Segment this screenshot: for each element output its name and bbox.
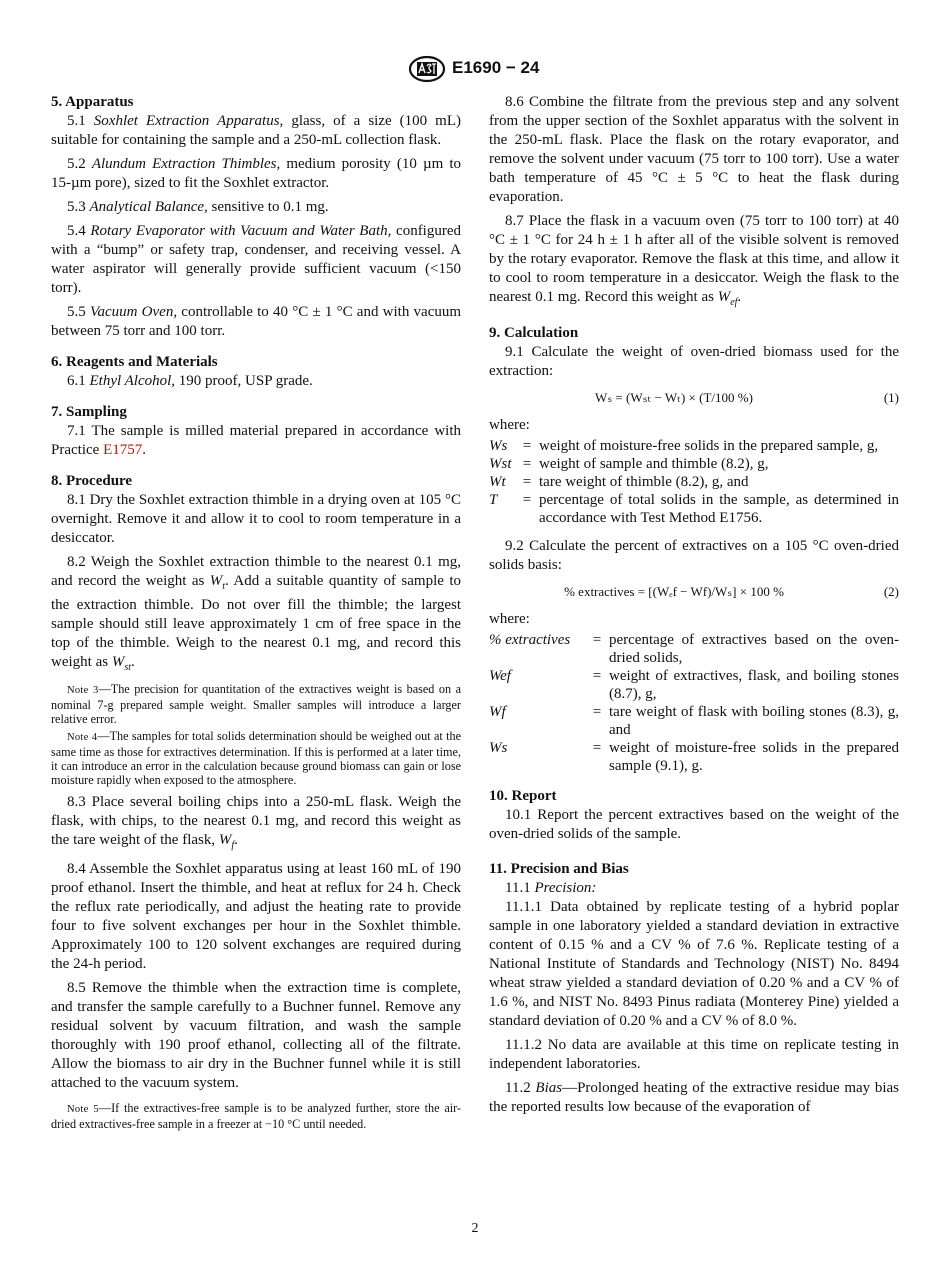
definition-row <box>489 473 899 491</box>
section-title: 10. Report <box>489 788 557 804</box>
paragraph-8-6: 8.6 Combine the filtrate from the previous step and any solvent from the upper section of the Soxhlet apparatus with the solvent in the 250-mL flask. Place the flask on the rotary evaporator, and remove the solvent under vacuum (75 torr to 100 torr). Use a water bath temperature of 45 °C ± 5 °C to heat the flask during evaporation. <box>489 94 899 205</box>
paragraph-8-1: 8.1 Dry the Soxhlet extraction thimble in a drying oven at 105 °C overnight. Remove it and allow it to cool to room temperature in a desiccator. <box>51 492 461 546</box>
section-title: 6. Reagents and Materials <box>51 354 218 370</box>
symbol-definitions <box>489 437 899 527</box>
definition-equals: = <box>522 438 532 454</box>
definition-text: weight of sample and thimble (8.2), g, <box>539 456 769 472</box>
paragraph-5-5: 5.5 Vacuum Oven, controllable to 40 °C ± 1 °C and with vacuum between 75 torr and 100 torr. <box>51 304 462 339</box>
definition-equals: = <box>522 456 532 472</box>
definition-symbol: Wef <box>489 668 511 684</box>
note-3: Note 3—The precision for quantitation of the extractives weight is based on a nominal 7-g prepared sample weight. Smaller samples will introduce a larger relative error. <box>51 682 461 726</box>
definition-symbol: % extractives <box>489 632 571 648</box>
paragraph-8-3: 8.3 Place several boiling chips into a 250-mL flask. Weigh the flask, with chips, to the nearest 0.1 mg, and record this weight as the tare weight of the flask, $W_f$. <box>51 794 461 851</box>
paragraph-9-2: 9.2 Calculate the percent of extractives on a 105 °C oven-dried solids basis: <box>489 538 899 573</box>
paragraph-8-2: 8.2 Weigh the Soxhlet extraction thimble to the nearest 0.1 mg, and record the weight as $W_t$. Add a suitable quantity of sample to the extraction thimble. Do not over fill the thimble; the largest sample should still leave approximately 1 cm of free space in the top of the thimble. Weigh to the nearest 0.1 mg, and record this weight as $W_{st}$. <box>51 554 462 673</box>
definition-text: tare weight of flask with boiling stones (8.3), g, and <box>609 704 899 738</box>
definition-text: weight of extractives, flask, and boiling stones (8.7), g, <box>609 668 899 702</box>
reference-link[interactable]: E1757 <box>103 442 143 458</box>
section-title: 11. Precision and Bias <box>489 861 629 877</box>
right-column <box>489 93 899 1122</box>
where-label: where: <box>489 611 530 627</box>
definition-equals: = <box>522 474 532 490</box>
definition-text: tare weight of thimble (8.2), g, and <box>539 474 749 490</box>
definition-row <box>489 455 899 473</box>
section-title: 7. Sampling <box>51 404 127 420</box>
paragraph-8-5: 8.5 Remove the thimble when the extraction time is complete, and transfer the sample carefully to a Buchner funnel. Remove any residual solvent by vacuum filtration, and wash the sample thoroughly with 190 proof ethanol, collecting all of the filtrate. Allow the biomass to air dry in the Buchner funnel while it is still attached to the vacuum system. <box>51 980 461 1091</box>
paragraph-5-2: 5.2 Alundum Extraction Thimbles, medium porosity (10 µm to 15-µm pore), sized to fit the Soxhlet extractor. <box>51 156 462 191</box>
definition-text: weight of moisture-free solids in the prepared sample (9.1), g. <box>609 740 899 774</box>
paragraph-8-4: 8.4 Assemble the Soxhlet apparatus using at least 160 mL of 190 proof ethanol. Insert the thimble, and heat at reflux for 24 h. Check the reflux rate periodically, and adjust the heating rate to provide four to five solvent exchanges per hour in the Soxhlet thimble. Approximately 100 to 120 solvent exchanges are required during the 24-h period. <box>51 861 461 972</box>
page-header <box>0 55 950 85</box>
paragraph-7-1: 7.1 The sample is milled material prepared in accordance with Practice E1757. <box>51 423 461 458</box>
equation-1 <box>489 386 899 408</box>
definition-row <box>489 703 899 739</box>
standard-designation: E1690 − 24 <box>452 58 540 77</box>
paragraph-10-1: 10.1 Report the percent extractives based on the weight of the oven-dried solids of the sample. <box>489 807 899 842</box>
definition-symbol: T <box>489 492 498 508</box>
page-number: 2 <box>471 1221 479 1236</box>
astm-logo-icon <box>408 55 446 83</box>
definition-row <box>489 437 899 455</box>
paragraph-11-2: 11.2 Bias—Prolonged heating of the extractive residue may bias the reported results low because of the evaporation of <box>489 1080 899 1115</box>
section-title: 8. Procedure <box>51 473 133 489</box>
paragraph-5-3: 5.3 Analytical Balance, sensitive to 0.1 mg. <box>67 199 329 215</box>
definition-row <box>489 739 899 775</box>
definition-symbol: Wt <box>489 474 506 490</box>
definition-equals: = <box>592 632 602 648</box>
definition-symbol: Ws <box>489 438 508 454</box>
note-5: Note 5—If the extractives-free sample is to be analyzed further, store the air-dried extractives-free sample in a freezer at −10 °C until needed. <box>51 1101 461 1131</box>
equation-number: (1) <box>883 390 899 405</box>
paragraph-5-1: 5.1 Soxhlet Extraction Apparatus, glass, of a size (100 mL) suitable for containing the sample and a 250-mL collection flask. <box>51 113 462 148</box>
paragraph-11-1: 11.1 Precision: <box>505 880 597 896</box>
left-column <box>51 93 461 1134</box>
definition-text: percentage of extractives based on the oven-dried solids, <box>609 632 899 666</box>
definition-equals: = <box>592 704 602 720</box>
equation-2 <box>489 580 899 602</box>
note-4: Note 4—The samples for total solids determination should be weighed out at the same time as those for extractives determination. If this is performed at a later time, it can introduce an error in the calculation because ground biomass can gain or lose moisture rapidly when exposed to the atmosphere. <box>51 729 461 787</box>
where-label: where: <box>489 417 530 433</box>
symbol-definitions <box>489 631 899 775</box>
definition-equals: = <box>522 492 532 508</box>
definition-equals: = <box>592 740 602 756</box>
paragraph-6-1: 6.1 Ethyl Alcohol, 190 proof, USP grade. <box>67 373 313 389</box>
paragraph-11-1-2: 11.1.2 No data are available at this time on replicate testing in independent laboratories. <box>489 1037 899 1072</box>
section-title: 5. Apparatus <box>51 94 134 110</box>
definition-row <box>489 631 899 667</box>
paragraph-8-7: 8.7 Place the flask in a vacuum oven (75 torr to 100 torr) at 40 °C ± 1 °C for 24 h ± 1 h after all of the visible solvent is removed by the rotary evaporator. Remove the flask at this time, and allow it to cool to room temperature in a desiccator. Weigh the flask to the nearest 0.1 mg. Record this weight as $W_{ef}$. <box>489 213 899 308</box>
paragraph-5-4: 5.4 Rotary Evaporator with Vacuum and Water Bath, configured with a “bump” or safety trap, condenser, and receiving vessel. A water aspirator will generally provide sufficient vacuum (<150 torr). <box>51 223 462 296</box>
definition-equals: = <box>592 668 602 684</box>
definition-symbol: Ws <box>489 740 508 756</box>
paragraph-11-1-1: 11.1.1 Data obtained by replicate testing of a hybrid poplar sample in one laboratory yielded a standard deviation in extractive content of 0.15 % and a CV % of 7.6 %. Replicate testing of a National Institute of Standards and Technology (NIST) No. 8494 wheat straw yielded a standard deviation of 0.20 % and a CV % of 1.6 %, and NIST No. 8493 Pinus radiata (Monterey Pine) yielded a standard deviation of 0.20 % and a CV % of 8.0 %. <box>489 899 899 1029</box>
equation-formula: % extractives = [(Wₑf − Wf)/Wₛ] × 100 % <box>564 584 784 599</box>
section-title: 9. Calculation <box>489 325 579 341</box>
paragraph-9-1: 9.1 Calculate the weight of oven-dried biomass used for the extraction: <box>489 344 899 379</box>
definition-row <box>489 491 899 527</box>
definition-text: percentage of total solids in the sample, as determined in accordance with Test Method E1756. <box>539 492 899 526</box>
definition-row <box>489 667 899 703</box>
definition-symbol: Wst <box>489 456 512 472</box>
equation-number: (2) <box>883 584 899 599</box>
equation-formula: Wₛ = (Wₛₜ − Wₜ) × (T/100 %) <box>595 390 753 405</box>
definition-symbol: Wf <box>489 704 506 720</box>
definition-text: weight of moisture-free solids in the prepared sample, g, <box>539 438 879 454</box>
